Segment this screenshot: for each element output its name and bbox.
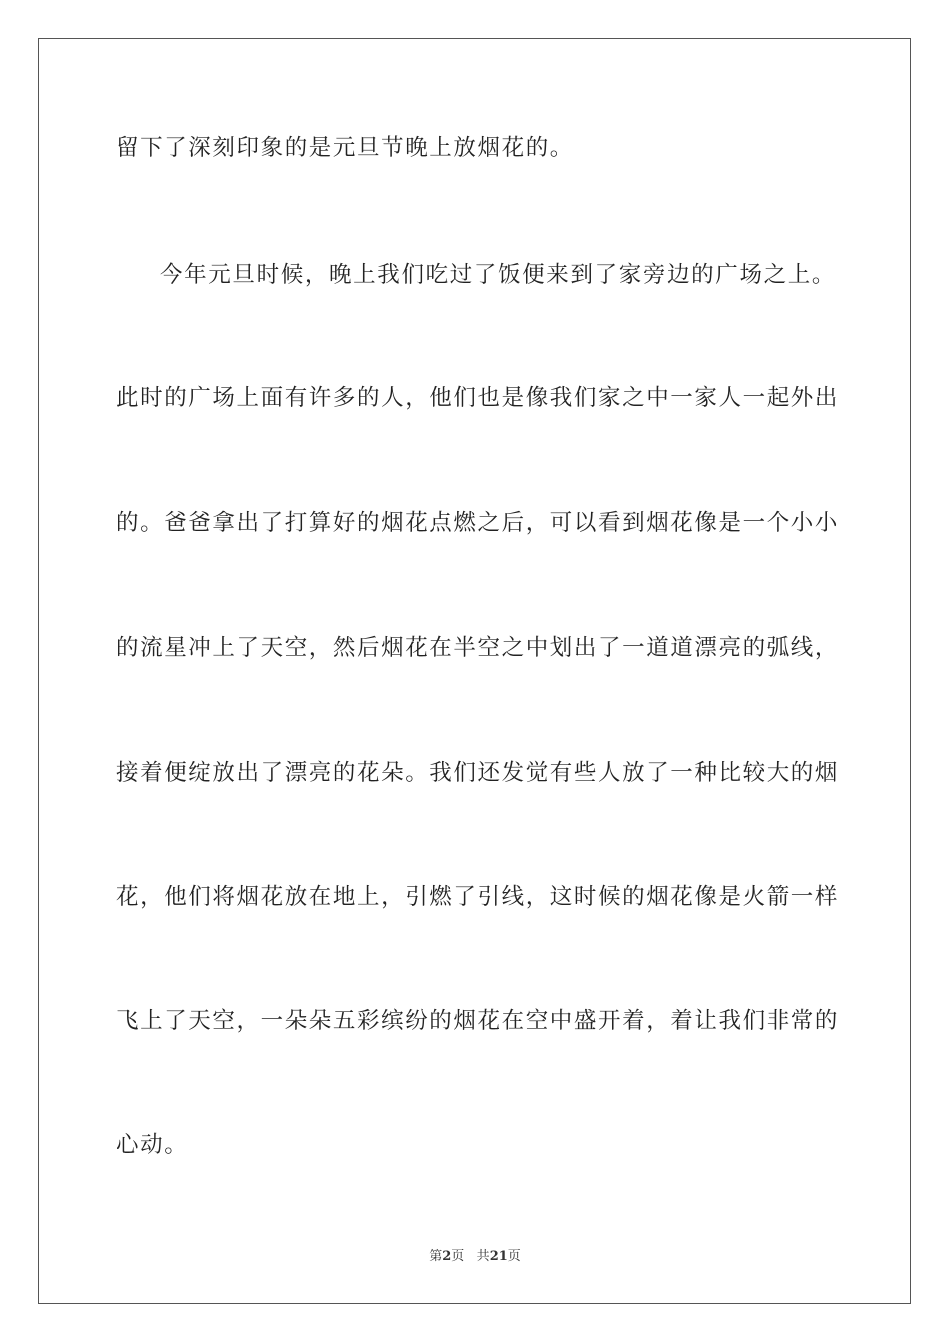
paragraph-line: 的流星冲上了天空，然后烟花在半空之中划出了一道道漂亮的弧线， xyxy=(116,635,840,661)
page-border xyxy=(38,38,911,1304)
paragraph-line: 飞上了天空，一朵朵五彩缤纷的烟花在空中盛开着，着让我们非常的 xyxy=(116,1008,840,1034)
footer-page-suffix: 页 xyxy=(451,1249,465,1264)
paragraph-line: 此时的广场上面有许多的人，他们也是像我们家之中一家人一起外出 xyxy=(116,385,840,411)
paragraph-line: 花，他们将烟花放在地上，引燃了引线，这时候的烟花像是火箭一样 xyxy=(116,884,840,910)
paragraph-line: 今年元旦时候，晚上我们吃过了饭便来到了家旁边的广场之上。 xyxy=(160,262,836,288)
current-page-number: 2 xyxy=(442,1249,452,1264)
paragraph-line: 心动。 xyxy=(116,1132,189,1158)
page-footer xyxy=(0,1248,950,1266)
paragraph-line: 留下了深刻印象的是元旦节晚上放烟花的。 xyxy=(116,135,574,161)
paragraph-line: 的。爸爸拿出了打算好的烟花点燃之后，可以看到烟花像是一个小小 xyxy=(116,510,840,536)
footer-total-prefix: 共 xyxy=(476,1249,490,1264)
paragraph-line: 接着便绽放出了漂亮的花朵。我们还发觉有些人放了一种比较大的烟 xyxy=(116,760,840,786)
total-page-count: 21 xyxy=(489,1249,508,1264)
footer-prefix: 第 xyxy=(429,1249,443,1264)
footer-total-suffix: 页 xyxy=(507,1249,521,1264)
